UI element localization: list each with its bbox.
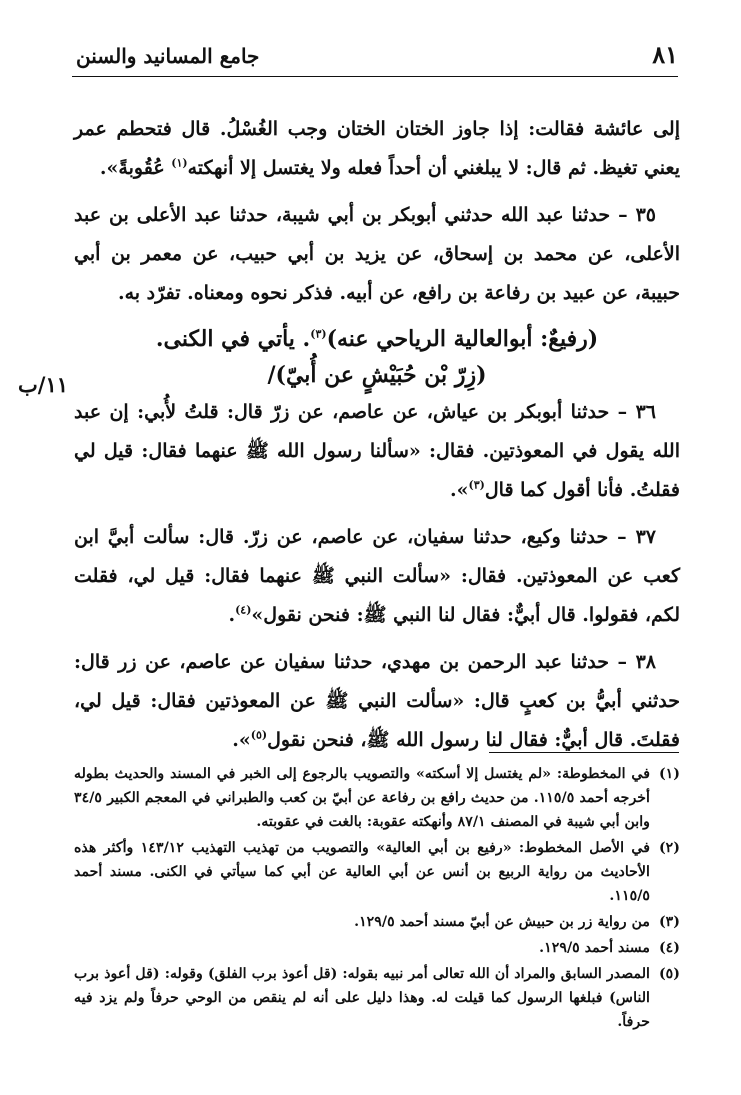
footnote-ref-2: (٣) xyxy=(310,327,327,341)
section-heading-zirr: (زِرّ بْن حُبَيْشٍ عن أُبيّ)/ xyxy=(267,362,487,388)
footnote-ref-5: (٥) xyxy=(250,728,268,742)
footnote-text: المصدر السابق والمراد أن الله تعالى أمر نبيه بقوله: (قل أعوذ برب الفلق) وقوله: (قل أعوذ برب الناس) فبلغها الرسول كما قيلت له. وهذا دليل على أنه لم ينقص من الوحي حرفاً ولم يزد فيه حرفاً. xyxy=(74,966,650,1030)
footnote-divider xyxy=(489,752,679,753)
footnote xyxy=(74,836,680,908)
footnote xyxy=(74,936,680,960)
main-text xyxy=(74,110,680,768)
footnote xyxy=(74,910,680,934)
footnote-number: (٥) xyxy=(658,966,680,982)
hadith-35: ٣٥ – حدثنا عبد الله حدثني أبوبكر بن أبي شيبة، حدثنا عبد الأعلى بن عبد الأعلى، عن محمد بن إسحاق، عن يزيد بن أبي حبيب، عن معمر بن أبي حبيبة، عن عبيد بن رفاعة بن رافع، عن أبيه. فذكر نحوه ومعناه. تفرّد به. xyxy=(74,204,680,304)
footnote-text: في المخطوطة: «لم يغتسل إلا أسكته» والتصويب بالرجوع إلى الخبر في المسند والحديث بطوله أخرجه أحمد ١١٥/٥. من حديث رافع بن رفاعة عن أبيّ بن كعب والطبراني في المعجم الكبير ٣٤/٥ وابن أبي شيبة في المصنف ٨٧/١ وأنهكته عقوبة: بالغت في عقوبته. xyxy=(74,766,650,830)
footnote-text: مسند أحمد ١٢٩/٥. xyxy=(539,940,650,956)
footnote-text: من رواية زر بن حبيش عن أبيّ مسند أحمد ١٢٩/٥. xyxy=(354,914,650,930)
footnote-ref-3: (٣) xyxy=(468,478,485,492)
manuscript-folio-marker: ١١/ب xyxy=(18,372,69,397)
hadith-37: ٣٧ – حدثنا وكيع، حدثنا سفيان، عن عاصم، عن زرّ. قال: سألت أبيَّ ابن كعب عن المعوذتين. فقال: «سألت النبي ﷺ عنهما فقال: قيل لي، فقلت لكم، فقولوا. قال أبيٌّ: فقال لنا النبي ﷺ: فنحن نقول»$^{(٤)}$. xyxy=(74,526,680,626)
footnote xyxy=(74,962,680,1034)
footnotes xyxy=(74,762,680,1036)
paragraph-1: إلى عائشة فقالت: إذا جاوز الختان الختان وجب الغُسْلُ. قال فتحطم عمر يعني تغيظ. ثم قال: لا يبلغني أن أحداً فعله ولا يغتسل إلا أنهكته$^{(١)}$ عُقُوبةً». xyxy=(74,118,680,179)
footnote-ref-4: (٤) xyxy=(235,603,252,617)
book-title: جامع المسانيد والسنن xyxy=(76,44,260,68)
footnote-number: (٢) xyxy=(658,840,680,856)
footnote-number: (٣) xyxy=(658,914,680,930)
running-header xyxy=(72,40,678,77)
footnote-text: في الأصل المخطوط: «رفيع بن أبي العالية» والتصويب من تهذيب التهذيب ١٤٣/١٢ وأكثر هذه الأحاديث من رواية الربيع بن أنس عن أبي العالية عن أبي كما سيأتي في الكنى. مسند أحمد ١١٥/٥. xyxy=(74,840,650,904)
footnote xyxy=(74,762,680,834)
section-heading-rafi: (رفيعٌ: أبوالعالية الرياحي عنه)$^{(٣)}$. يأتي في الكنى. xyxy=(155,326,599,352)
footnote-number: (١) xyxy=(658,766,680,782)
footnote-ref-1: (١) xyxy=(171,156,188,170)
footnote-number: (٤) xyxy=(658,940,680,956)
hadith-38: ٣٨ – حدثنا عبد الرحمن بن مهدي، حدثنا سفيان عن عاصم، عن زر قال: حدثني أبيُّ بن كعبٍ قال: «سألت النبي ﷺ عن المعوذتين فقال: قيل لي، فقلتَ. قال أبيٌّ: فقال لنا رسول الله ﷺ، فنحن نقول$^{(٥)}$». xyxy=(74,651,680,751)
page-number: ٨١ xyxy=(652,40,678,69)
hadith-36: ٣٦ – حدثنا أبوبكر بن عياش، عن عاصم، عن زرّ قال: قلتُ لأُبي: إن عبد الله يقول في المعوذتين. فقال: «سألنا رسول الله ﷺ عنهما فقال: قيل لي فقلتُ. فأنا أقول كما قال$^{(٣)}$». xyxy=(74,401,680,501)
